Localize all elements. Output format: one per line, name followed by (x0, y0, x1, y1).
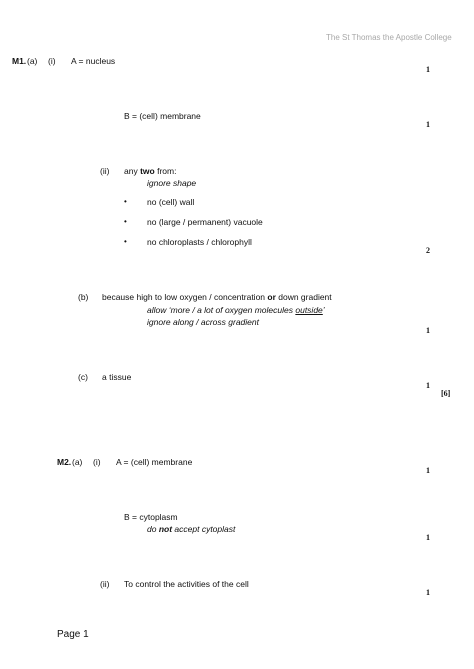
bullet-icon: • (124, 217, 127, 226)
q2-part-a-label: (a) (72, 457, 83, 467)
q1-bullet-2: no (large / permanent) vacuole (147, 217, 263, 227)
q1-part-c-label: (c) (78, 372, 88, 382)
mark-2: 1 (426, 120, 430, 129)
q1-part-a-label: (a) (27, 56, 38, 66)
mark-8: 1 (426, 588, 430, 597)
q1-bullet-1: no (cell) wall (147, 197, 195, 207)
q2-sub-i-label: (i) (93, 457, 101, 467)
bullet-icon: • (124, 197, 127, 206)
q1-answer-b: B = (cell) membrane (124, 111, 201, 121)
q2-answer-a: A = (cell) membrane (116, 457, 193, 467)
q1-answer-b-text: because high to low oxygen / concentration or down gradient (102, 292, 332, 302)
mark-6: 1 (426, 466, 430, 475)
q2-answer-b: B = cytoplasm (124, 512, 178, 522)
q1-ii-note: ignore shape (147, 178, 197, 188)
mark-4: 1 (426, 326, 430, 335)
q2-sub-ii-label: (ii) (100, 579, 110, 589)
bullet-icon: • (124, 237, 127, 246)
q1-b-ignore-note: ignore along / across gradient (147, 317, 259, 327)
question-2-label: M2. (57, 457, 72, 467)
q1-total-marks: [6] (441, 389, 451, 398)
mark-5: 1 (426, 381, 430, 390)
q1-answer-a: A = nucleus (71, 56, 116, 66)
q1-sub-i-label: (i) (48, 56, 56, 66)
q1-ii-intro: any two from: (124, 166, 177, 176)
page-number: Page 1 (57, 629, 89, 640)
q1-part-b-label: (b) (78, 292, 89, 302)
q1-sub-ii-label: (ii) (100, 166, 110, 176)
mark-7: 1 (426, 533, 430, 542)
school-name-header: The St Thomas the Apostle College (326, 33, 452, 42)
q2-b-note: do not accept cytoplast (147, 524, 236, 534)
q1-b-allow-note: allow ‘more / a lot of oxygen molecules outside’ (147, 305, 325, 315)
question-1-label: M1. (12, 56, 27, 66)
q1-answer-c: a tissue (102, 372, 132, 382)
mark-3: 2 (426, 246, 430, 255)
mark-1: 1 (426, 65, 430, 74)
q1-bullet-3: no chloroplasts / chlorophyll (147, 237, 252, 247)
q2-answer-ii: To control the activities of the cell (124, 579, 249, 589)
